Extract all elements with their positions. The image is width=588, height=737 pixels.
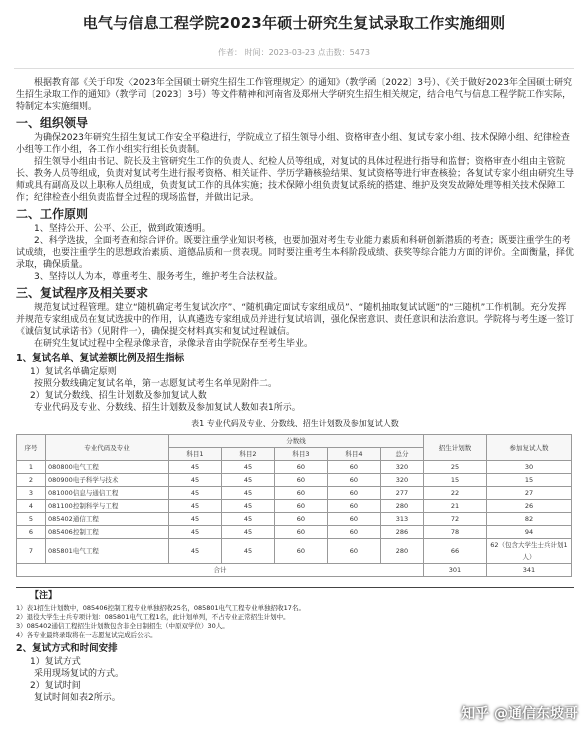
column-header: 科目4 bbox=[327, 448, 380, 461]
column-header: 分数线 bbox=[169, 435, 424, 448]
paragraph: 招生领导小组由书记、院长及主管研究生工作的负责人、纪检人员等组成，对复试的具体过程进行指导和监督；资格审查小组由主管院长、教务人员等组成，负责对复试考生进行报考资格、相关证件、学历学籍核验结果、复试资格等进行审查核验；各复试专家小组由研究生导师或具有副高及以上职称人员组成，负责复试工作的具体实施；技术保障小组负责复试系统的搭建、维护及突发故障处理等相关技术保障工作；纪律检查小组负责监督全过程的现场监督，并做出记录。 bbox=[16, 157, 575, 203]
paragraph: 复试时间如表2所示。 bbox=[34, 693, 121, 703]
paragraph: 3、坚持以人为本，尊重考生、服务考生，维护考生合法权益。 bbox=[34, 272, 283, 282]
cell-score: 60 bbox=[327, 487, 380, 500]
subheading-minor: 1）复试方式 bbox=[30, 657, 81, 667]
table-row bbox=[17, 539, 572, 564]
cell-total: 286 bbox=[380, 526, 423, 539]
notes-title: 【注】 bbox=[30, 591, 58, 601]
table-row bbox=[17, 474, 572, 487]
cell-plan: 72 bbox=[424, 513, 487, 526]
section-heading-procedure: 三、复试程序及相关要求 bbox=[16, 286, 149, 300]
cell-major: 080900电子科学与技术 bbox=[46, 474, 169, 487]
paragraph: 1、坚持公开、公平、公正，做到政策透明。 bbox=[34, 224, 211, 234]
paragraph: 为确保2023年研究生招生复试工作安全平稳进行，学院成立了招生领导小组、资格审查小组、复试专家小组、技术保障小组、纪律检查小组等工作小组，各工作小组实行组长负责制。 bbox=[16, 133, 570, 155]
note-item: 2）退役大学生士兵专项计划：085801电气工程1名，此计划单列，不占专业正常招生计划中。 bbox=[16, 613, 290, 621]
cell-score: 45 bbox=[169, 474, 222, 487]
cell-plan: 22 bbox=[424, 487, 487, 500]
cell-total: 277 bbox=[380, 487, 423, 500]
column-header: 专业代码及专业 bbox=[46, 435, 169, 461]
cell-score: 45 bbox=[221, 474, 274, 487]
cell-score: 45 bbox=[169, 513, 222, 526]
paragraph: 在研究生复试过程中全程录像录音，录像录音由学院保存至考生毕业。 bbox=[34, 339, 314, 349]
paragraph: 2、科学选拔，全面考查和综合评价。既要注重学业知识考核，也要加强对考生专业能力素质和科研创新潜质的考查；既要注重学生的考试成绩，也要注重学生的思想政治素质、道德品质和一贯表现。同时要注重考生本科阶段成绩、获奖等综合能力方面的评价。全面衡量，择优录取，确保质量。 bbox=[16, 236, 575, 270]
cell-score: 60 bbox=[274, 500, 327, 513]
cell-score: 45 bbox=[169, 539, 222, 564]
cell-num: 27 bbox=[487, 487, 572, 500]
column-header: 序号 bbox=[17, 435, 46, 461]
cell-score: 60 bbox=[327, 526, 380, 539]
column-header: 科目3 bbox=[274, 448, 327, 461]
cell-major: 080800电气工程 bbox=[46, 461, 169, 474]
cell-score: 45 bbox=[221, 500, 274, 513]
cell-score: 60 bbox=[274, 487, 327, 500]
cell-score: 45 bbox=[169, 500, 222, 513]
total-num: 341 bbox=[487, 564, 572, 577]
cell-score: 60 bbox=[327, 500, 380, 513]
cell-num: 15 bbox=[487, 474, 572, 487]
cell-major: 081000信息与通信工程 bbox=[46, 487, 169, 500]
cell-score: 60 bbox=[274, 474, 327, 487]
title-divider bbox=[14, 68, 574, 69]
column-header: 总分 bbox=[380, 448, 423, 461]
cell-score: 45 bbox=[221, 487, 274, 500]
page-title: 电气与信息工程学院2023年硕士研究生复试录取工作实施细则 bbox=[82, 14, 506, 32]
cell-major: 085406控制工程 bbox=[46, 526, 169, 539]
section-heading-organization: 一、组织领导 bbox=[16, 116, 89, 130]
table-row bbox=[17, 461, 572, 474]
cell-plan: 78 bbox=[424, 526, 487, 539]
cell-plan: 66 bbox=[424, 539, 487, 564]
subheading-minor: 1）复试名单确定原则 bbox=[30, 367, 117, 377]
cell-total: 320 bbox=[380, 474, 423, 487]
section-heading-principles: 二、工作原则 bbox=[16, 207, 89, 221]
cell-plan: 15 bbox=[424, 474, 487, 487]
note-item: 4）各专业最终录取将在一志愿复试完成后公示。 bbox=[16, 631, 157, 639]
notes-box bbox=[16, 587, 574, 640]
cell-score: 60 bbox=[327, 539, 380, 564]
cell-score: 60 bbox=[327, 513, 380, 526]
cell-no: 6 bbox=[17, 526, 46, 539]
paragraph: 规范复试过程管理。建立“随机确定考生复试次序”、“随机确定面试专家组成员”、“随机抽取复试试题”的“三随机”工作机制。充分发挥并规范专家组成员在复试选拔中的作用，认真遴选专家组成员并进行复试培训，强化保密意识、责任意识和法治意识。学院将与考生逐一签订《诚信复试承诺书》（见附件一），确保提交材料真实和复试过程诚信。 bbox=[16, 303, 575, 337]
watermark-text: 知乎 @通信东坡哥 bbox=[461, 706, 578, 722]
score-table bbox=[16, 434, 572, 577]
subheading-minor: 2）复试分数线、招生计划数及参加复试人数 bbox=[30, 391, 207, 401]
cell-score: 60 bbox=[327, 461, 380, 474]
total-label: 合计 bbox=[17, 564, 424, 577]
cell-num: 82 bbox=[487, 513, 572, 526]
cell-major: 085801电气工程 bbox=[46, 539, 169, 564]
cell-num: 94 bbox=[487, 526, 572, 539]
cell-num: 62（包含大学生士兵计划1人） bbox=[487, 539, 572, 564]
cell-no: 5 bbox=[17, 513, 46, 526]
table-caption: 表1 专业代码及专业、分数线、招生计划数及参加复试人数 bbox=[191, 419, 399, 428]
subheading-minor: 2）复试时间 bbox=[30, 681, 81, 691]
cell-score: 60 bbox=[274, 513, 327, 526]
table-total-row bbox=[17, 564, 572, 577]
column-header: 科目2 bbox=[221, 448, 274, 461]
paragraph: 采用现场复试的方式。 bbox=[34, 669, 125, 679]
article-meta: 作者： 时间：2023-03-23 点击数：5473 bbox=[218, 48, 370, 57]
cell-score: 45 bbox=[169, 487, 222, 500]
cell-plan: 21 bbox=[424, 500, 487, 513]
table-row bbox=[17, 513, 572, 526]
cell-total: 280 bbox=[380, 500, 423, 513]
cell-total: 280 bbox=[380, 539, 423, 564]
cell-score: 60 bbox=[274, 461, 327, 474]
subheading: 2、复试方式和时间安排 bbox=[16, 643, 118, 654]
table-body bbox=[17, 461, 572, 564]
cell-score: 45 bbox=[221, 513, 274, 526]
table-row bbox=[17, 500, 572, 513]
cell-score: 45 bbox=[169, 461, 222, 474]
paragraph: 按照分数线确定复试名单，第一志愿复试考生名单见附件二。 bbox=[34, 379, 278, 389]
paragraph: 专业代码及专业、分数线、招生计划数及参加复试人数如表1所示。 bbox=[34, 403, 301, 413]
column-header: 科目1 bbox=[169, 448, 222, 461]
cell-no: 3 bbox=[17, 487, 46, 500]
cell-plan: 25 bbox=[424, 461, 487, 474]
cell-score: 60 bbox=[274, 539, 327, 564]
note-item: 3）085402通信工程招生计划数包含非全日制招生（中原双学位）30人。 bbox=[16, 622, 229, 630]
cell-total: 313 bbox=[380, 513, 423, 526]
cell-no: 7 bbox=[17, 539, 46, 564]
cell-major: 081100控制科学与工程 bbox=[46, 500, 169, 513]
article-body bbox=[0, 77, 588, 704]
cell-score: 45 bbox=[221, 526, 274, 539]
cell-no: 2 bbox=[17, 474, 46, 487]
cell-num: 26 bbox=[487, 500, 572, 513]
cell-num: 30 bbox=[487, 461, 572, 474]
cell-score: 45 bbox=[221, 461, 274, 474]
cell-no: 1 bbox=[17, 461, 46, 474]
cell-total: 320 bbox=[380, 461, 423, 474]
intro-paragraph: 根据教育部《关于印发〈2023年全国硕士研究生招生工作管理规定〉的通知》（教学函〔2022〕3号）、《关于做好2023年全国硕士研究生招生录取工作的通知》（教学司〔2023〕3号）等文件精神和河南省及郑州大学研究生招生相关规定，结合电气与信息工程学院工作实际，特制定本实施细则。 bbox=[16, 78, 572, 112]
table-row bbox=[17, 487, 572, 500]
cell-score: 60 bbox=[274, 526, 327, 539]
cell-no: 4 bbox=[17, 500, 46, 513]
table-row bbox=[17, 526, 572, 539]
cell-score: 45 bbox=[221, 539, 274, 564]
total-plan: 301 bbox=[424, 564, 487, 577]
column-header: 招生计划数 bbox=[424, 435, 487, 461]
cell-score: 60 bbox=[327, 474, 380, 487]
cell-major: 085402通信工程 bbox=[46, 513, 169, 526]
subheading: 1、复试名单、复试差额比例及招生指标 bbox=[16, 353, 185, 364]
cell-score: 45 bbox=[169, 526, 222, 539]
note-item: 1）表1招生计划数中，085406控制工程专业单独招收25名，085801电气工程专业单独招收17名。 bbox=[16, 604, 305, 612]
column-header: 参加复试人数 bbox=[487, 435, 572, 461]
